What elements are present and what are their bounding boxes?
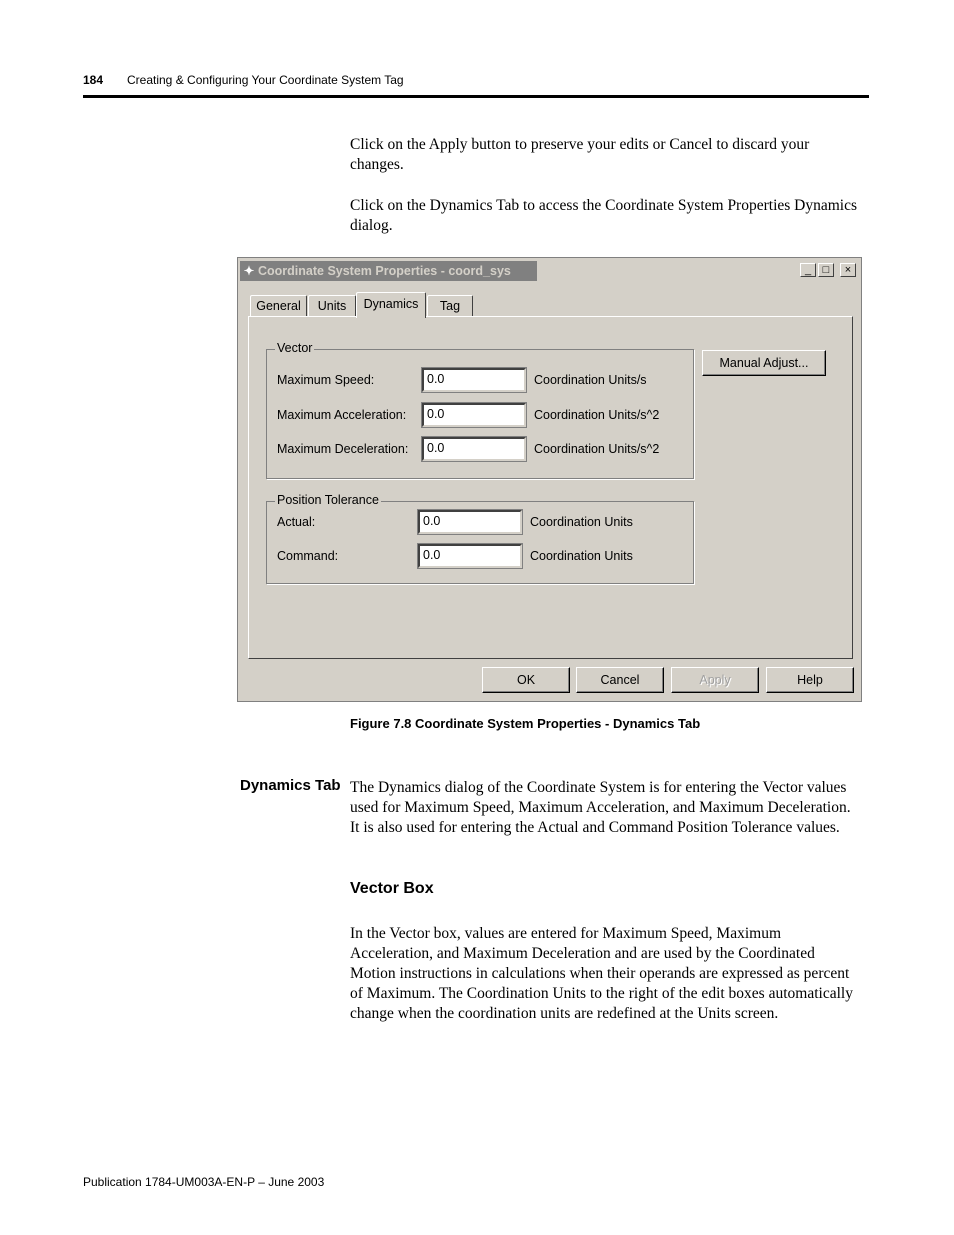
help-button[interactable]: Help [766, 667, 854, 693]
ok-button[interactable]: OK [482, 667, 570, 693]
tab-general[interactable]: General [250, 295, 307, 316]
command-tolerance-input[interactable]: 0.0 [418, 544, 522, 568]
minimize-button[interactable]: _ [800, 263, 816, 277]
intro-paragraph-dynamics: Click on the Dynamics Tab to access the Coordinate System Properties Dynamics dialog. [350, 197, 858, 234]
position-tolerance-legend: Position Tolerance [277, 493, 379, 507]
actual-label: Actual: [277, 515, 316, 529]
maximum-deceleration-label: Maximum Deceleration: [277, 442, 409, 456]
figure-caption: Figure 7.8 Coordinate System Properties - Dynamics Tab [350, 716, 701, 731]
maximum-acceleration-unit: Coordination Units/s^2 [534, 408, 660, 422]
actual-unit: Coordination Units [530, 515, 633, 529]
app-icon: ✦ [243, 264, 255, 278]
close-button[interactable]: × [840, 263, 856, 277]
intro-paragraph-apply: Click on the Apply button to preserve your edits or Cancel to discard your changes. [350, 136, 810, 173]
maximum-speed-unit: Coordination Units/s [534, 373, 647, 387]
maximize-button[interactable]: □ [818, 263, 834, 277]
vector-group-legend: Vector [277, 341, 313, 355]
running-header: Creating & Configuring Your Coordinate System Tag [127, 73, 404, 87]
dialog-titlebar [240, 261, 537, 281]
position-tolerance-group [266, 493, 694, 584]
maximum-speed-input[interactable]: 0.0 [422, 368, 526, 392]
command-unit: Coordination Units [530, 549, 633, 563]
maximum-acceleration-label: Maximum Acceleration: [277, 408, 407, 422]
actual-tolerance-input[interactable]: 0.0 [418, 510, 522, 534]
tab-tag[interactable]: Tag [427, 295, 473, 316]
tab-dynamics[interactable]: Dynamics [356, 292, 426, 318]
page-number: 184 [83, 73, 104, 87]
vector-box-paragraph: In the Vector box, values are entered for Maximum Speed, Maximum Acceleration, and Maximum Deceleration and are used by the Coordinated Motion instructions in calculations when their operands are expressed as percent of Maximum. The Coordination Units to the right of the edit boxes automatically change when the coordination units are redefined at the Units screen. [350, 925, 853, 1022]
manual-adjust-button[interactable]: Manual Adjust... [702, 350, 826, 376]
cancel-button[interactable]: Cancel [576, 667, 664, 693]
maximum-speed-label: Maximum Speed: [277, 373, 375, 387]
publication-footer: Publication 1784-UM003A-EN-P – June 2003 [83, 1175, 325, 1189]
tab-units[interactable]: Units [308, 295, 356, 316]
maximum-acceleration-input[interactable]: 0.0 [422, 403, 526, 427]
subheading-vector-box: Vector Box [350, 880, 434, 897]
vector-group [266, 341, 694, 479]
maximum-deceleration-input[interactable]: 0.0 [422, 437, 526, 461]
dynamics-tab-panel [248, 316, 853, 659]
header-rule [83, 95, 869, 98]
maximum-deceleration-unit: Coordination Units/s^2 [534, 442, 660, 456]
dialog-title: Coordinate System Properties - coord_sys [258, 264, 511, 278]
command-label: Command: [277, 549, 339, 563]
coordinate-system-properties-dialog [237, 257, 862, 702]
side-heading-dynamics-tab: Dynamics Tab [240, 777, 341, 794]
dynamics-tab-paragraph: The Dynamics dialog of the Coordinate System is for entering the Vector values used for Maximum Speed, Maximum Acceleration, and Maximum Deceleration. It is also used for entering the Actual and Command Position Tolerance values. [350, 779, 851, 836]
apply-button[interactable]: Apply [671, 667, 759, 693]
